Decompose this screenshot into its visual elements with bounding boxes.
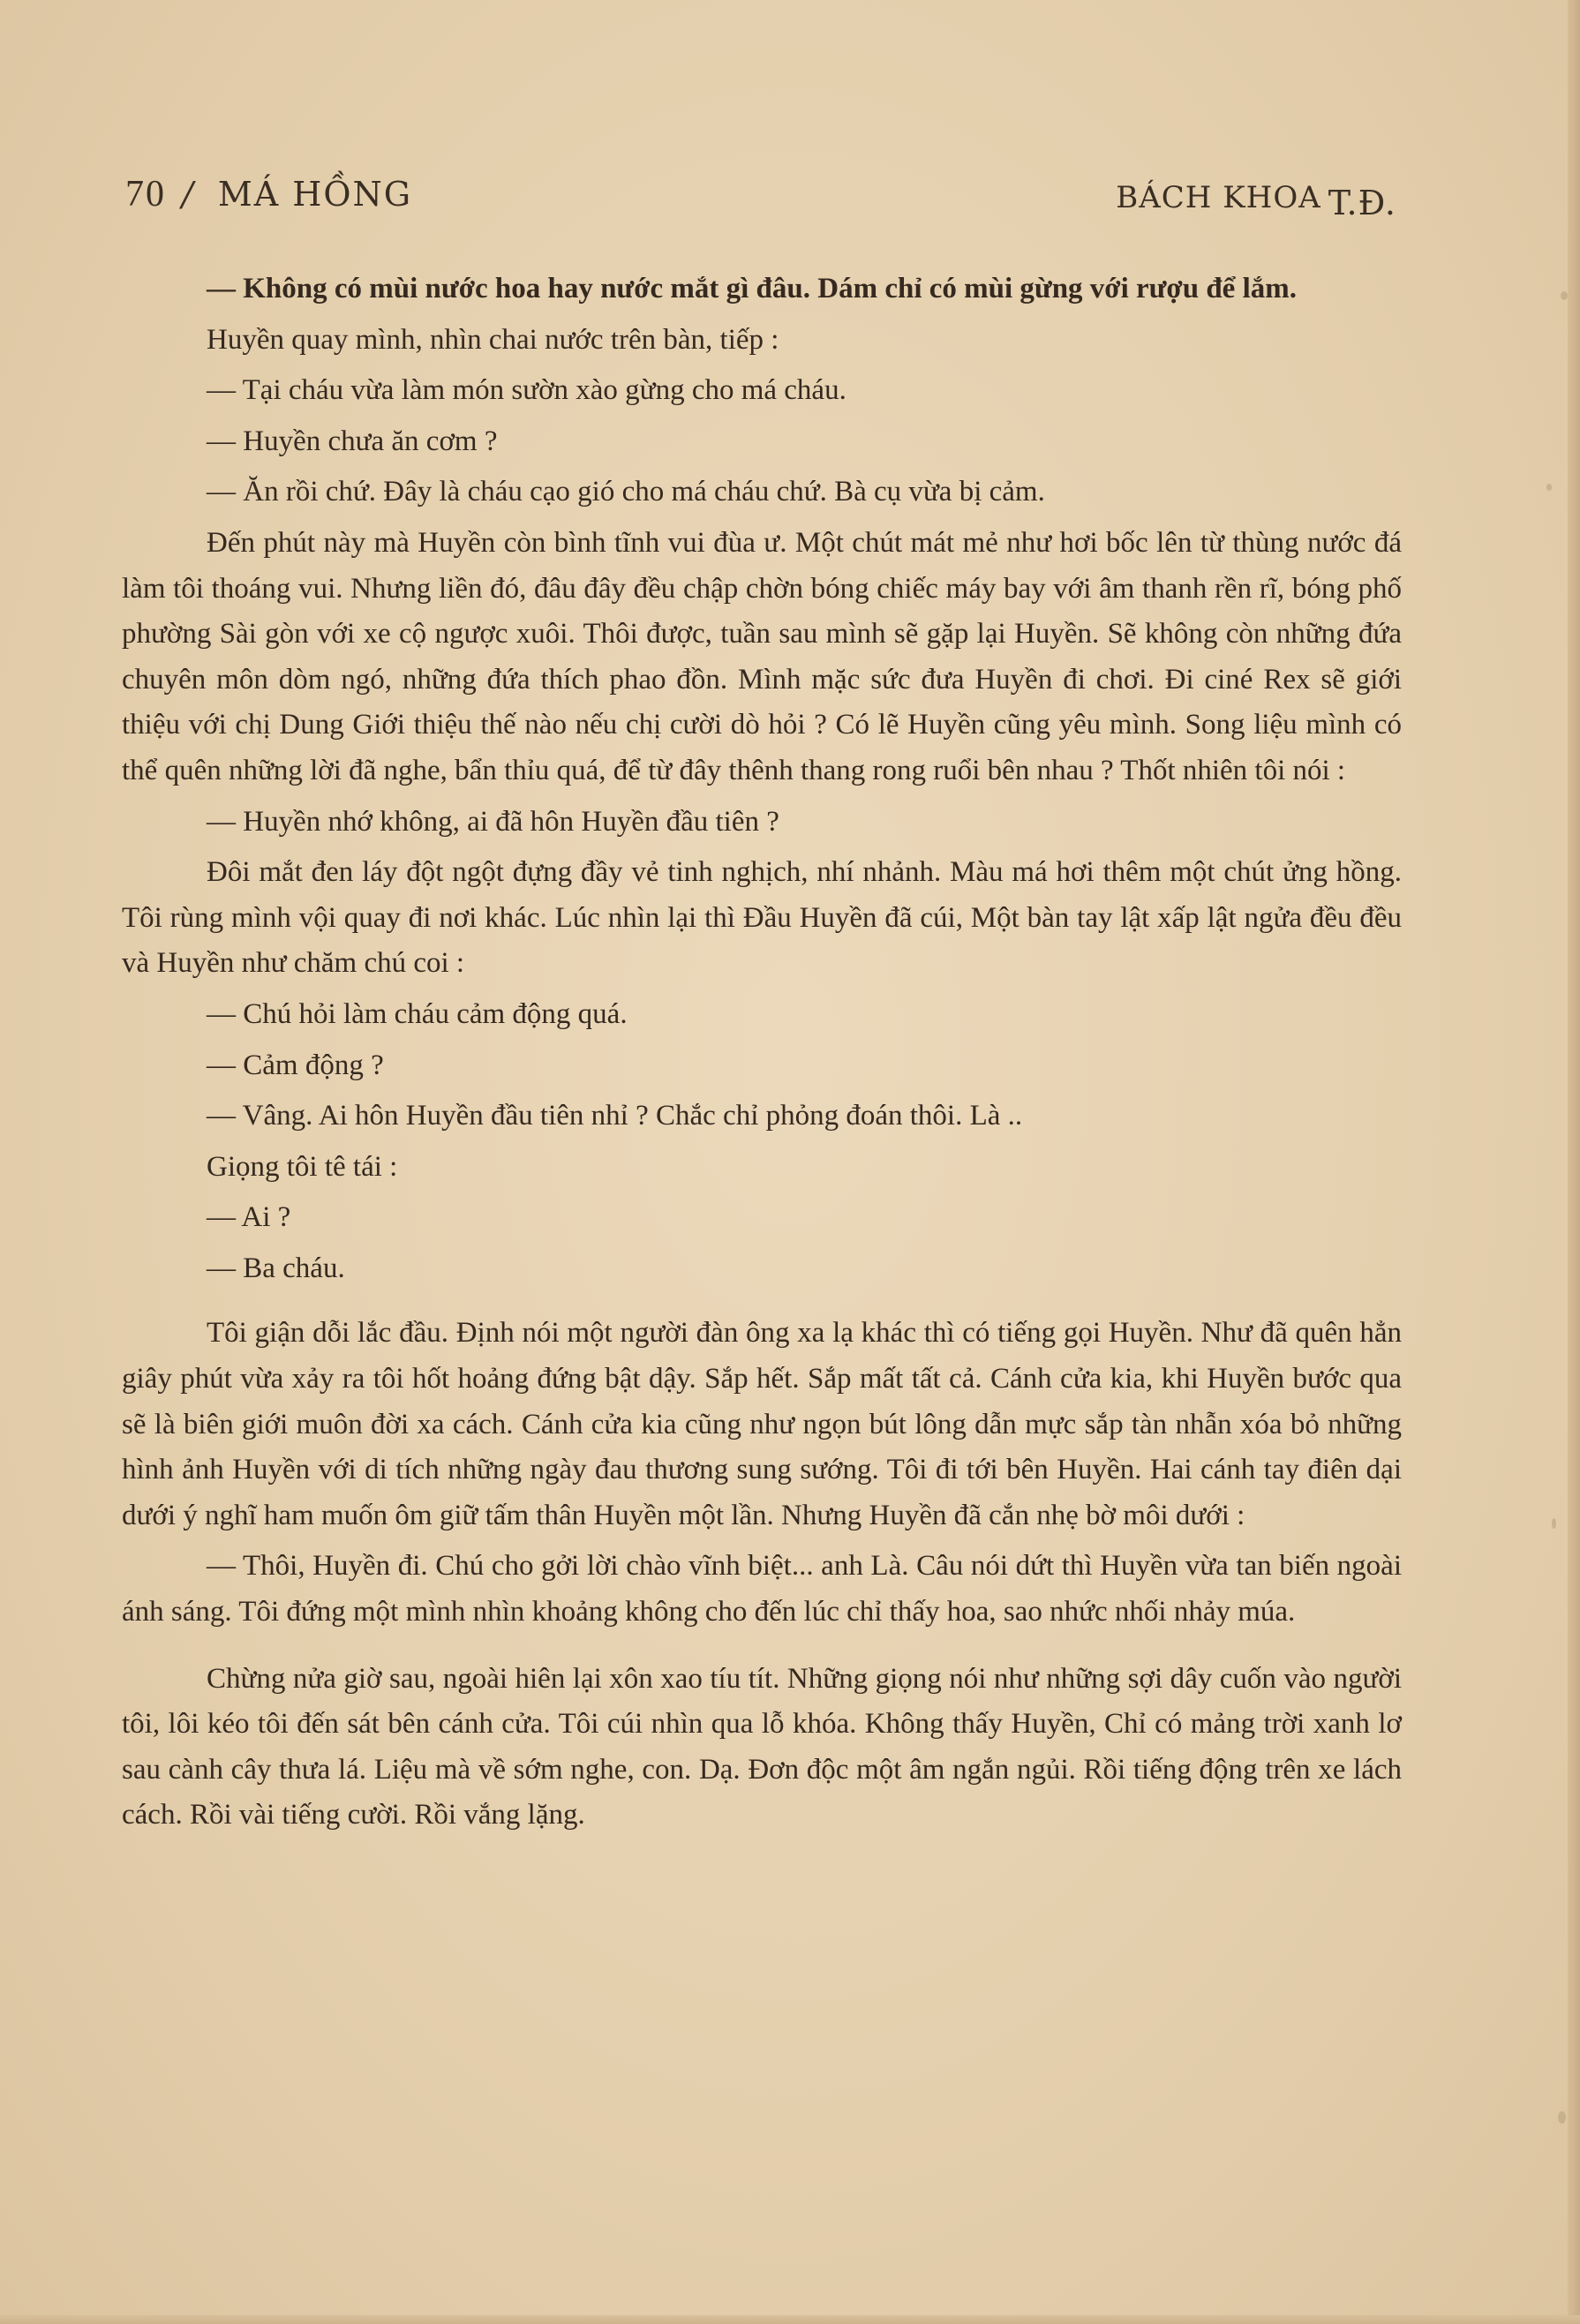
paragraph: — Huyền nhớ không, ai đã hôn Huyền đầu tiên ? — [207, 805, 779, 838]
paragraph: Huyền quay mình, nhìn chai nước trên bàn, tiếp : — [207, 323, 779, 356]
journal-suffix: T.Đ. — [1328, 184, 1396, 222]
header-left — [125, 173, 412, 215]
paragraph: — Ai ? — [207, 1201, 291, 1234]
paragraph: — Huyền chưa ăn cơm ? — [207, 425, 498, 457]
header-separator: / — [182, 175, 195, 214]
header-right — [1116, 177, 1396, 222]
paragraph: — Chú hỏi làm cháu cảm động quá. — [207, 997, 628, 1030]
paragraph: Đôi mắt đen láy đột ngột đựng đầy vẻ tinh nghịch, nhí nhảnh. Màu má hơi thêm một chút ửng hồng. Tôi rùng mình vội quay đi nơi khác. Lúc nhìn lại thì Đầu Huyền đã cúi, Một bàn tay lật xấp lật ngửa đều đều và Huyền như chăm chú coi : — [122, 856, 1402, 980]
paragraph: Giọng tôi tê tái : — [207, 1150, 398, 1183]
paper-speck — [1561, 291, 1568, 300]
paper-speck — [1552, 1518, 1556, 1529]
journal-name: BÁCH KHOA — [1116, 180, 1321, 215]
paper-speck — [1558, 2111, 1566, 2124]
paragraph: — Cảm động ? — [207, 1049, 384, 1081]
paragraph: — Ăn rồi chứ. Đây là cháu cạo gió cho má cháu chứ. Bà cụ vừa bị cảm. — [207, 476, 1045, 508]
page-edge-bottom — [0, 2315, 1580, 2324]
page-number: 70 — [125, 174, 166, 214]
body-text — [122, 267, 1402, 1839]
paragraph: — Vâng. Ai hôn Huyền đầu tiên nhỉ ? Chắc chỉ phỏng đoán thôi. Là .. — [207, 1100, 1023, 1132]
section-title: MÁ HỒNG — [217, 175, 413, 214]
paragraph: — Không có mùi nước hoa hay nước mắt gì đâu. Dám chỉ có mùi gừng với rượu để lắm. — [207, 273, 1297, 305]
paragraph: — Tại cháu vừa làm món sườn xào gừng cho má cháu. — [207, 374, 846, 407]
paragraph: Tôi giận dỗi lắc đầu. Định nói một người đàn ông xa lạ khác thì có tiếng gọi Huyền. Như đã quên hẳn giây phút vừa xảy ra tôi hốt hoảng đứng bật dậy. Sắp hết. Sắp mất tất cả. Cánh cửa kia, khi Huyền bước qua sẽ là biên giới muôn đời xa cách. Cánh cửa kia cũng như ngọn bút lông dẫn mực sắp tàn nhẫn xóa bỏ những hình ảnh Huyền với di tích những ngày đau thương sung sướng. Tôi đi tới bên Huyền. Hai cánh tay điên dại dưới ý nghĩ ham muốn ôm giữ tấm thân Huyền một lần. Nhưng Huyền đã cắn nhẹ bờ môi dưới : — [122, 1317, 1402, 1531]
page-edge-right — [1568, 0, 1580, 2324]
paper-speck — [1546, 484, 1552, 491]
running-header — [125, 173, 1396, 226]
paragraph: Đến phút này mà Huyền còn bình tĩnh vui đùa ư. Một chút mát mẻ như hơi bốc lên từ thùng nước đá làm tôi thoáng vui. Nhưng liền đó, đâu đây đều chập chờn bóng chiếc máy bay với âm thanh rền rĩ, bóng phố phường Sài gòn với xe cộ ngược xuôi. Thôi được, tuần sau mình sẽ gặp lại Huyền. Sẽ không còn những đứa chuyên môn dòm ngó, những đứa thích phao đồn. Mình mặc sức đưa Huyền đi chơi. Đi ciné Rex sẽ giới thiệu với chị Dung Giới thiệu thế nào nếu chị cười dò hỏi ? Có lẽ Huyền cũng yêu mình. Song liệu mình có thể quên những lời đã nghe, bẩn thỉu quá, để từ đây thênh thang rong ruổi bên nhau ? Thốt nhiên tôi nói : — [122, 526, 1402, 786]
paragraph: — Thôi, Huyền đi. Chú cho gởi lời chào vĩnh biệt... anh Là. Câu nói dứt thì Huyền vừa tan biến ngoài ánh sáng. Tôi đứng một mình nhìn khoảng không cho đến lúc chỉ thấy hoa, sao nhức nhối nhảy múa. — [122, 1550, 1402, 1628]
paragraph: — Ba cháu. — [207, 1252, 345, 1284]
paragraph: Chừng nửa giờ sau, ngoài hiên lại xôn xao tíu tít. Những giọng nói như những sợi dây cuốn vào người tôi, lôi kéo tôi đến sát bên cánh cửa. Tôi cúi nhìn qua lỗ khóa. Không thấy Huyền, Chỉ có mảng trời xanh lơ sau cành cây thưa lá. Liệu mà về sớm nghe, con. Dạ. Đơn độc một âm ngắn ngủi. Rồi tiếng động trên xe lách cách. Rồi vài tiếng cười. Rồi vắng lặng. — [122, 1662, 1402, 1831]
